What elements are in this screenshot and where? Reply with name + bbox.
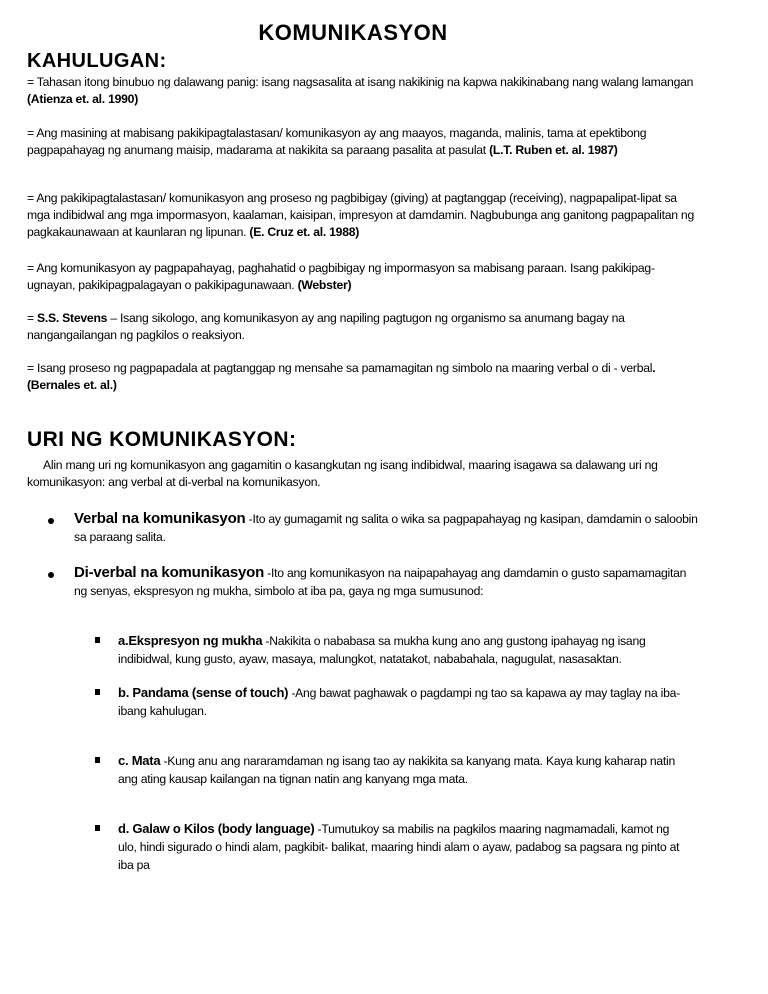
subtype-desc: -Tumutukoy sa mabilis na pagkilos maaring nagmamadali, kamot ng ulo, hindi sigurado o hindi alam, pagkibit- balikat, maaring hindi alam o ayaw, padabog sa pagsara ng pinto at iba pa bbox=[118, 822, 680, 872]
definition-2 bbox=[27, 125, 699, 159]
subtype-item-d bbox=[95, 820, 685, 874]
square-bullet-icon bbox=[95, 637, 100, 643]
subtype-term: d. Galaw o Kilos (body language) bbox=[118, 821, 315, 836]
definition-text: – Isang sikologo, ang komunikasyon ay ang napiling pagtugon ng organismo sa anumang bagay na nangangailangan ng pagkilos o reaksiyon. bbox=[27, 311, 625, 342]
definition-text: = Ang masining at mabisang pakikipagtalastasan/ komunikasyon ay ang maayos, maganda, malinis, tama at epektibong pagpapahayag ng anumang maisip, madarama at nakikita sa paraang pasalita at pasulat bbox=[27, 126, 647, 157]
subtype-term: b. Pandama (sense of touch) bbox=[118, 685, 289, 700]
square-bullet-icon bbox=[95, 825, 100, 831]
subtype-item-a bbox=[95, 632, 685, 668]
definition-text: = Tahasan itong binubuo ng dalawang panig: isang nagsasalita at isang nakikinig na kapwa nakikinabang nang walang lamangan bbox=[27, 75, 694, 89]
definition-5 bbox=[27, 310, 699, 344]
bullet-dot-icon bbox=[48, 572, 54, 578]
page-title: KOMUNIKASYON bbox=[258, 20, 448, 45]
definition-4 bbox=[27, 260, 699, 294]
definition-source: (E. Cruz et. al. 1988) bbox=[249, 225, 360, 239]
subtype-desc: -Ang bawat paghawak o pagdampi ng tao sa kapawa ay may taglay na iba-ibang kahulugan. bbox=[118, 686, 680, 718]
type-desc: -Ito ang komunikasyon na naipapahayag ang damdamin o gusto sapamamagitan ng senyas, ekspresyon ng mukha, simbolo at iba pa, gaya ng mga sumusunod: bbox=[74, 566, 687, 598]
definition-3 bbox=[27, 190, 699, 241]
subtype-term: a.Ekspresyon ng mukha bbox=[118, 633, 263, 648]
subtype-term: c. Mata bbox=[118, 753, 161, 768]
subtype-desc: -Nakikita o nababasa sa mukha kung ano ang gustong ipahayag ng isang indibidwal, kung gusto, ayaw, masaya, malungkot, natatakot, nababahala, nagugulat, nasasaktan. bbox=[118, 634, 646, 666]
definition-prefix: = bbox=[27, 311, 38, 325]
definition-text: = Ang pakikipagtalastasan/ komunikasyon ang proseso ng pagbibigay (giving) at pagtanggap (receiving), nagpapalipat-lipat sa mga indibidwal ang mga impormasyon, kaalaman, kaisipan, impresyon at damdamin. Nagbubunga ang ganitong pagpapalitan ng pagkakaunawaan at kaunlaran ng lipunan. bbox=[27, 191, 694, 239]
square-bullet-icon bbox=[95, 689, 100, 695]
kahulugan-heading: KAHULUGAN: bbox=[27, 50, 167, 72]
type-item-verbal bbox=[48, 510, 698, 546]
definition-6 bbox=[27, 360, 699, 394]
subtype-item-c bbox=[95, 752, 685, 788]
definition-source: (Atienza et. al. 1990) bbox=[27, 92, 139, 106]
uri-intro: Alin mang uri ng komunikasyon ang gagamitin o kasangkutan ng isang indibidwal, maaring isagawa sa dalawang uri ng komunikasyon: ang verbal at di-verbal na komunikasyon. bbox=[27, 458, 658, 489]
subtype-desc: -Kung anu ang nararamdaman ng isang tao ay nakikita sa kanyang mata. Kaya kung kaharap natin ang ating kausap kailangan na tignan natin ang kanyang mga mata. bbox=[118, 754, 676, 786]
subtype-item-b bbox=[95, 684, 685, 720]
uri-heading: URI NG KOMUNIKASYON: bbox=[27, 428, 297, 451]
definition-text: = Isang proseso ng pagpapadala at pagtanggap ng mensahe sa pamamagitan ng simbolo na maaring verbal o di - verbal bbox=[27, 361, 653, 375]
definition-1 bbox=[27, 74, 699, 108]
definition-source: (L.T. Ruben et. al. 1987) bbox=[489, 143, 618, 157]
definition-lead: S.S. Stevens bbox=[37, 311, 108, 325]
definition-source: (Webster) bbox=[297, 278, 352, 292]
square-bullet-icon bbox=[95, 757, 100, 763]
definition-source: . (Bernales et. al.) bbox=[27, 361, 656, 392]
type-desc: -Ito ay gumagamit ng salita o wika sa pagpapahayag ng kasipan, damdamin o saloobin sa paraang salita. bbox=[74, 512, 698, 544]
type-item-di-verbal bbox=[48, 564, 698, 600]
type-term: Di-verbal na komunikasyon bbox=[74, 564, 265, 581]
type-term: Verbal na komunikasyon bbox=[74, 510, 246, 527]
bullet-dot-icon bbox=[48, 518, 54, 524]
definition-text: = Ang komunikasyon ay pagpapahayag, paghahatid o pagbibigay ng impormasyon sa mabisang paraan. Isang pakikipag-ugnayan, pakikipagpalagayan o pakikipagunawaan. bbox=[27, 261, 655, 292]
